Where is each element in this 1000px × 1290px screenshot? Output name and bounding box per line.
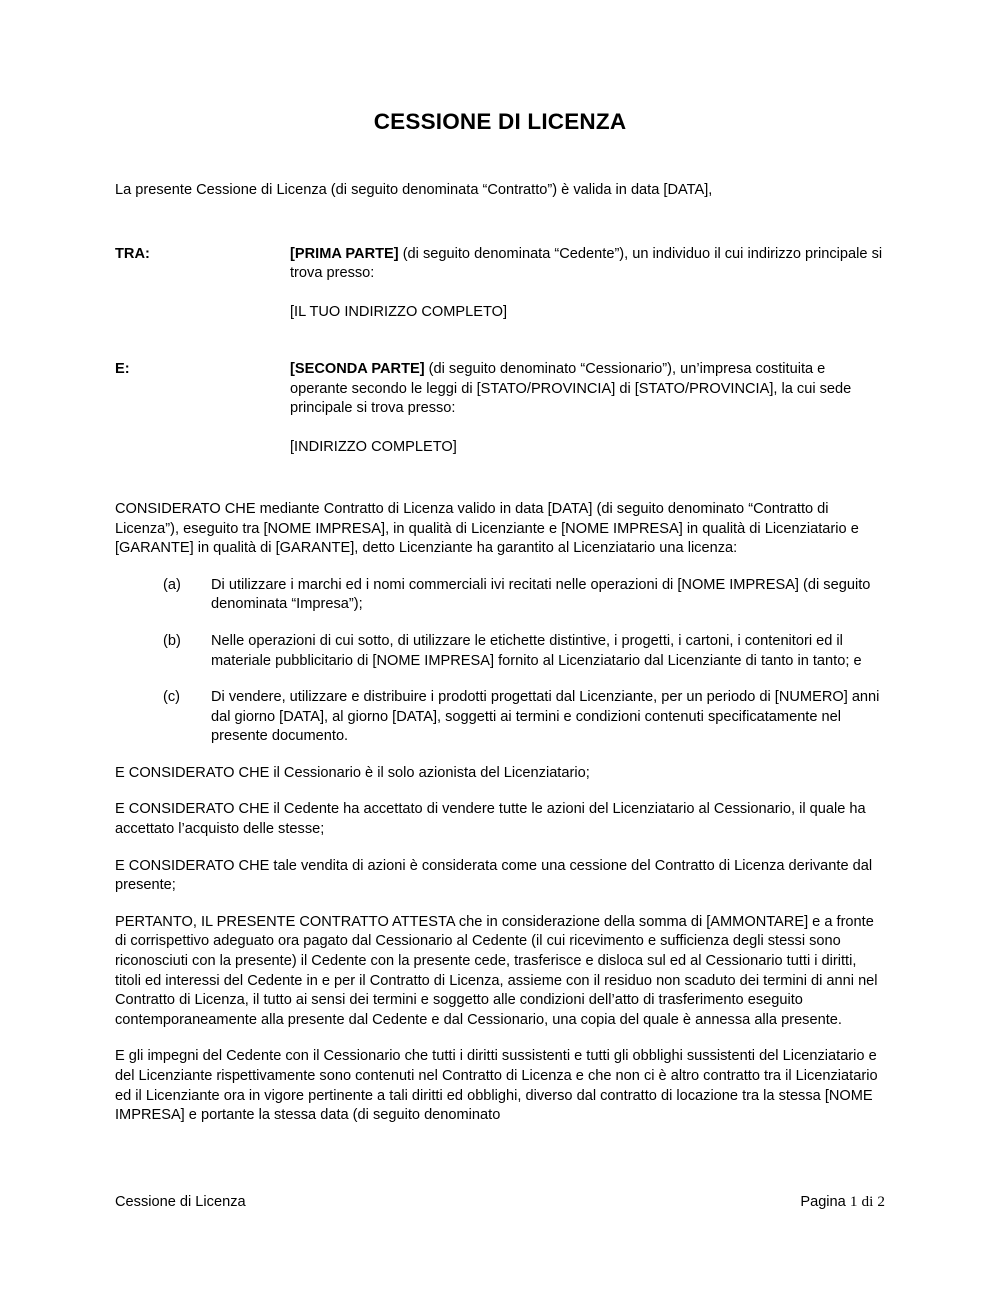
party-label-tra: TRA: — [115, 245, 150, 262]
list-item-marker: (c) — [163, 689, 181, 706]
party-first-name: [PRIMA PARTE] — [290, 245, 399, 262]
whereas-paragraph-1: E CONSIDERATO CHE il Cessionario è il solo azionista del Licenziatario; — [115, 764, 590, 781]
recital-lead-paragraph: CONSIDERATO CHE mediante Contratto di Licenza valido in data [DATA] (di seguito denominato “Contratto di Licenza”), eseguito tra [NOME IMPRESA], in qualità di Licenziante e [NOME IMPRESA] in qualità di Licenziatario e [GARANTE] in qualità di [GARANTE], detto Licenziante ha garantito al Licenziatario una licenza: — [115, 500, 859, 557]
party-second-name: [SECONDA PARTE] — [290, 360, 425, 377]
footer-page-prefix: Pagina — [800, 1194, 846, 1210]
page-title: CESSIONE DI LICENZA — [373, 109, 627, 134]
party-block-second — [115, 360, 885, 458]
list-item — [115, 632, 885, 671]
list-item-text: Nelle operazioni di cui sotto, di utilizzare le etichette distintive, i progetti, i cartoni, i contenitori ed il materiale pubblicitario di [NOME IMPRESA] fornito al Licenziatario dal Licenziante di tanto in tanto; e — [211, 632, 862, 669]
party-body-second — [290, 360, 885, 458]
pertanto-paragraph: PERTANTO, IL PRESENTE CONTRATTO ATTESTA che in considerazione della somma di [AMMONTARE] e a fronte di corrispettivo adeguato ora pagato dal Cessionario al Cedente (il cui ricevimento e sufficienza degli stessi sono riconosciuti con la presente) il Cedente con la presente cede, trasferisce e disloca sul ed al Cessionario tutti i diritti, titoli ed interessi del Cedente in e per il Contratto di Licenza, assieme con il residuo non scaduto dei termini di anni nel Contratto di Licenza, il tutto ai sensi dei termini e soggetto alle condizioni dell’atto di trasferimento eseguito contemporaneamente alla presente dal Cedente e dal Cessionario, una copia del quale è annessa alla presente. — [115, 913, 878, 1028]
party-first-address: [IL TUO INDIRIZZO COMPLETO] — [290, 304, 508, 321]
footer-page-total: 2 — [877, 1193, 885, 1210]
recital-list — [115, 576, 885, 747]
whereas-paragraph-2: E CONSIDERATO CHE il Cedente ha accettato di vendere tutte le azioni del Licenziatario al Cessionario, il quale ha accettato l’acquisto delle stesse; — [115, 801, 866, 838]
party-label-e: E: — [115, 360, 130, 377]
list-item-text: Di vendere, utilizzare e distribuire i prodotti progettati dal Licenziante, per un periodo di [NUMERO] anni dal giorno [DATA], al giorno [DATA], soggetti ai termini e condizioni contenuti specificatamente nel presente documento. — [211, 689, 880, 745]
whereas-paragraph-3: E CONSIDERATO CHE tale vendita di azioni è considerata come una cessione del Contratto di Licenza derivante dal presente; — [115, 857, 873, 894]
party-second-description: (di seguito denominato “Cessionario”), un’impresa costituita e operante secondo le leggi di [STATO/PROVINCIA] di [STATO/PROVINCIA], la cui sede principale si trova presso: — [290, 360, 852, 417]
list-item-marker: (a) — [163, 576, 181, 593]
party-first-description: (di seguito denominata “Cedente”), un individuo il cui indirizzo principale si trova presso: — [290, 245, 883, 282]
list-item-text: Di utilizzare i marchi ed i nomi commerciali ivi recitati nelle operazioni di [NOME IMPRESA] (di seguito denominata “Impresa”); — [211, 576, 871, 613]
party-second-address: [INDIRIZZO COMPLETO] — [290, 439, 457, 456]
party-first-line — [290, 245, 885, 284]
list-item — [115, 688, 885, 747]
page-footer — [115, 1192, 885, 1213]
party-body-first — [290, 245, 885, 323]
footer-page-number — [800, 1192, 885, 1213]
footer-page-current: 1 — [849, 1193, 858, 1210]
party-second-line — [290, 360, 885, 419]
impegni-paragraph: E gli impegni del Cedente con il Cessionario che tutti i diritti sussistenti e tutti gli obblighi sussistenti del Licenziatario e del Licenziante rispettivamente sono contenuti nel Contratto di Licenza e che non ci è altro contratto tra il Licenziatario ed il Licenziante ora in vigore pertinente a tali diritti ed obblighi, diverso dal contratto di locazione tra la stessa [NOME IMPRESA] e portante la stessa data (di seguito denominato — [115, 1048, 878, 1124]
list-item — [115, 576, 885, 615]
footer-page-separator: di — [861, 1193, 874, 1210]
list-item-marker: (b) — [163, 632, 181, 649]
footer-document-name: Cessione di Licenza — [115, 1194, 246, 1210]
intro-paragraph: La presente Cessione di Licenza (di seguito denominata “Contratto”) è valida in data [DATA], — [115, 182, 713, 198]
document-body — [115, 0, 885, 1126]
party-block-first — [115, 245, 885, 323]
